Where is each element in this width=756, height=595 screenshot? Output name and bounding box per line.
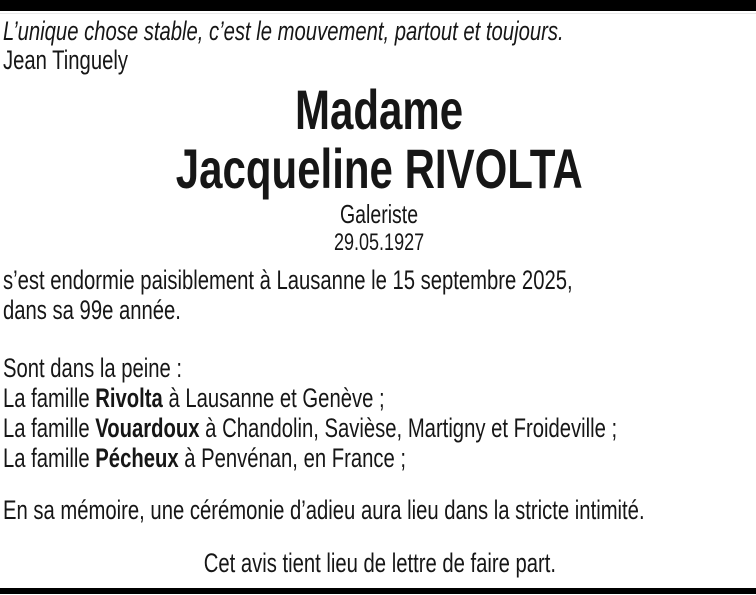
family-name: Vouardoux [95, 413, 200, 443]
closing-line-wrap [3, 548, 756, 578]
quote-text: L’unique chose stable, c’est le mouvement, partout et toujours. [3, 16, 564, 46]
family-rest: à Chandolin, Savièse, Martigny et Froideville ; [199, 413, 618, 443]
family-line-vouardoux [3, 413, 618, 443]
family-name: Pécheux [95, 443, 179, 473]
family-name: Rivolta [95, 383, 163, 413]
headline-block [3, 80, 756, 198]
family-rest: à Lausanne et Genève ; [162, 383, 385, 413]
death-line-1: s’est endormie paisiblement à Lausanne le 15 septembre 2025, [3, 265, 573, 295]
death-line-2: dans sa 99e année. [3, 295, 181, 325]
family-prefix: La famille [3, 413, 96, 443]
profession: Galeriste [340, 199, 419, 229]
ceremony-paragraph [3, 495, 756, 525]
family-line-rivolta [3, 383, 568, 413]
closing-line: Cet avis tient lieu de lettre de faire part. [203, 548, 556, 578]
family-prefix: La famille [3, 383, 96, 413]
birth-date: 29.05.1927 [334, 229, 425, 256]
death-paragraph [3, 265, 756, 325]
bottom-border-bar [0, 588, 756, 594]
family-line-pecheux [3, 443, 568, 473]
mourning-intro: Sont dans la peine : [3, 353, 183, 383]
title-madame: Madame [295, 78, 464, 141]
title-line [3, 80, 756, 139]
name-line [3, 139, 756, 198]
profession-line [3, 199, 756, 229]
deceased-name: Jacqueline RIVOLTA [176, 137, 583, 200]
quote-author: Jean Tinguely [3, 45, 128, 75]
ceremony-line: En sa mémoire, une cérémonie d’adieu aura lieu dans la stricte intimité. [3, 495, 645, 525]
family-prefix: La famille [3, 443, 96, 473]
top-border-bar [0, 0, 756, 11]
quote-block [3, 17, 756, 75]
notice-content [0, 11, 756, 578]
mourning-paragraph [3, 353, 756, 473]
birth-date-line [3, 229, 756, 256]
family-rest: à Penvénan, en France ; [178, 443, 406, 473]
